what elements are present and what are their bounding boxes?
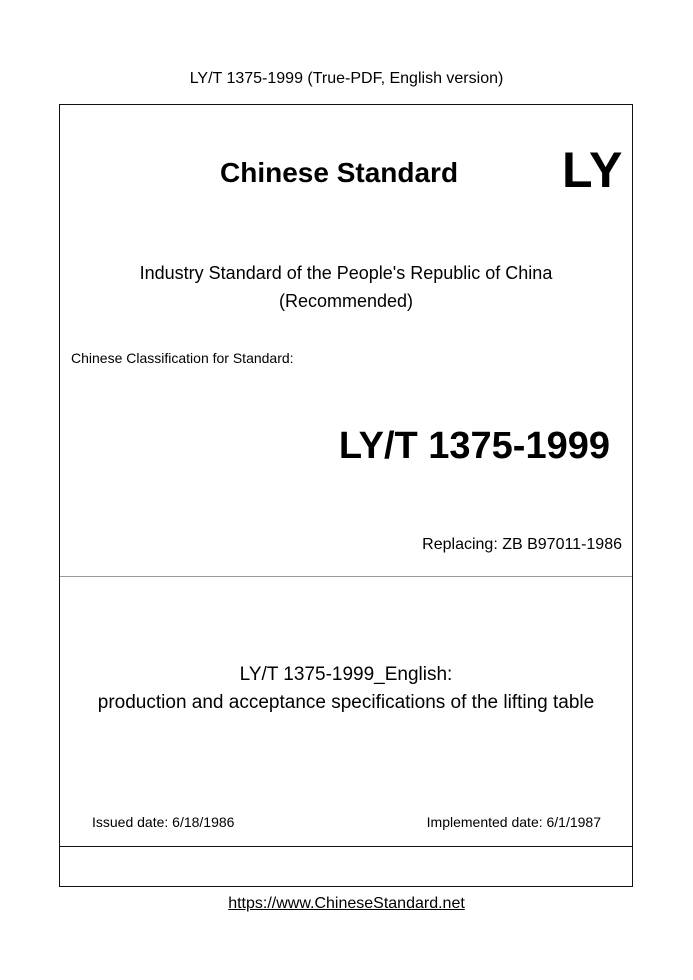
recommended-label: (Recommended) bbox=[278, 291, 414, 311]
website-link[interactable]: https://www.ChineseStandard.net bbox=[228, 895, 465, 912]
footer-box-divider bbox=[60, 846, 632, 847]
title-line-code: LY/T 1375-1999_English: bbox=[239, 664, 453, 685]
title-line-description: production and acceptance specifications of the lifting table bbox=[97, 692, 595, 713]
authority-line: Industry Standard of the People's Republic of China bbox=[139, 263, 553, 283]
issued-date: Issued date: 6/18/1986 bbox=[92, 814, 235, 830]
cover-frame bbox=[59, 104, 633, 887]
page-header-title: LY/T 1375-1999 (True-PDF, English version) bbox=[189, 70, 504, 87]
replacing-standard: Replacing: ZB B97011-1986 bbox=[422, 536, 622, 553]
standard-number: LY/T 1375-1999 bbox=[338, 425, 610, 467]
document-title bbox=[60, 661, 632, 717]
section-divider bbox=[60, 576, 632, 577]
implemented-date: Implemented date: 6/1/1987 bbox=[426, 814, 601, 830]
footer bbox=[0, 895, 693, 913]
industry-code-mark: LY bbox=[562, 142, 624, 198]
classification-label: Chinese Classification for Standard: bbox=[71, 350, 294, 366]
issuing-authority bbox=[60, 259, 632, 315]
document-type-heading: Chinese Standard bbox=[220, 157, 459, 188]
